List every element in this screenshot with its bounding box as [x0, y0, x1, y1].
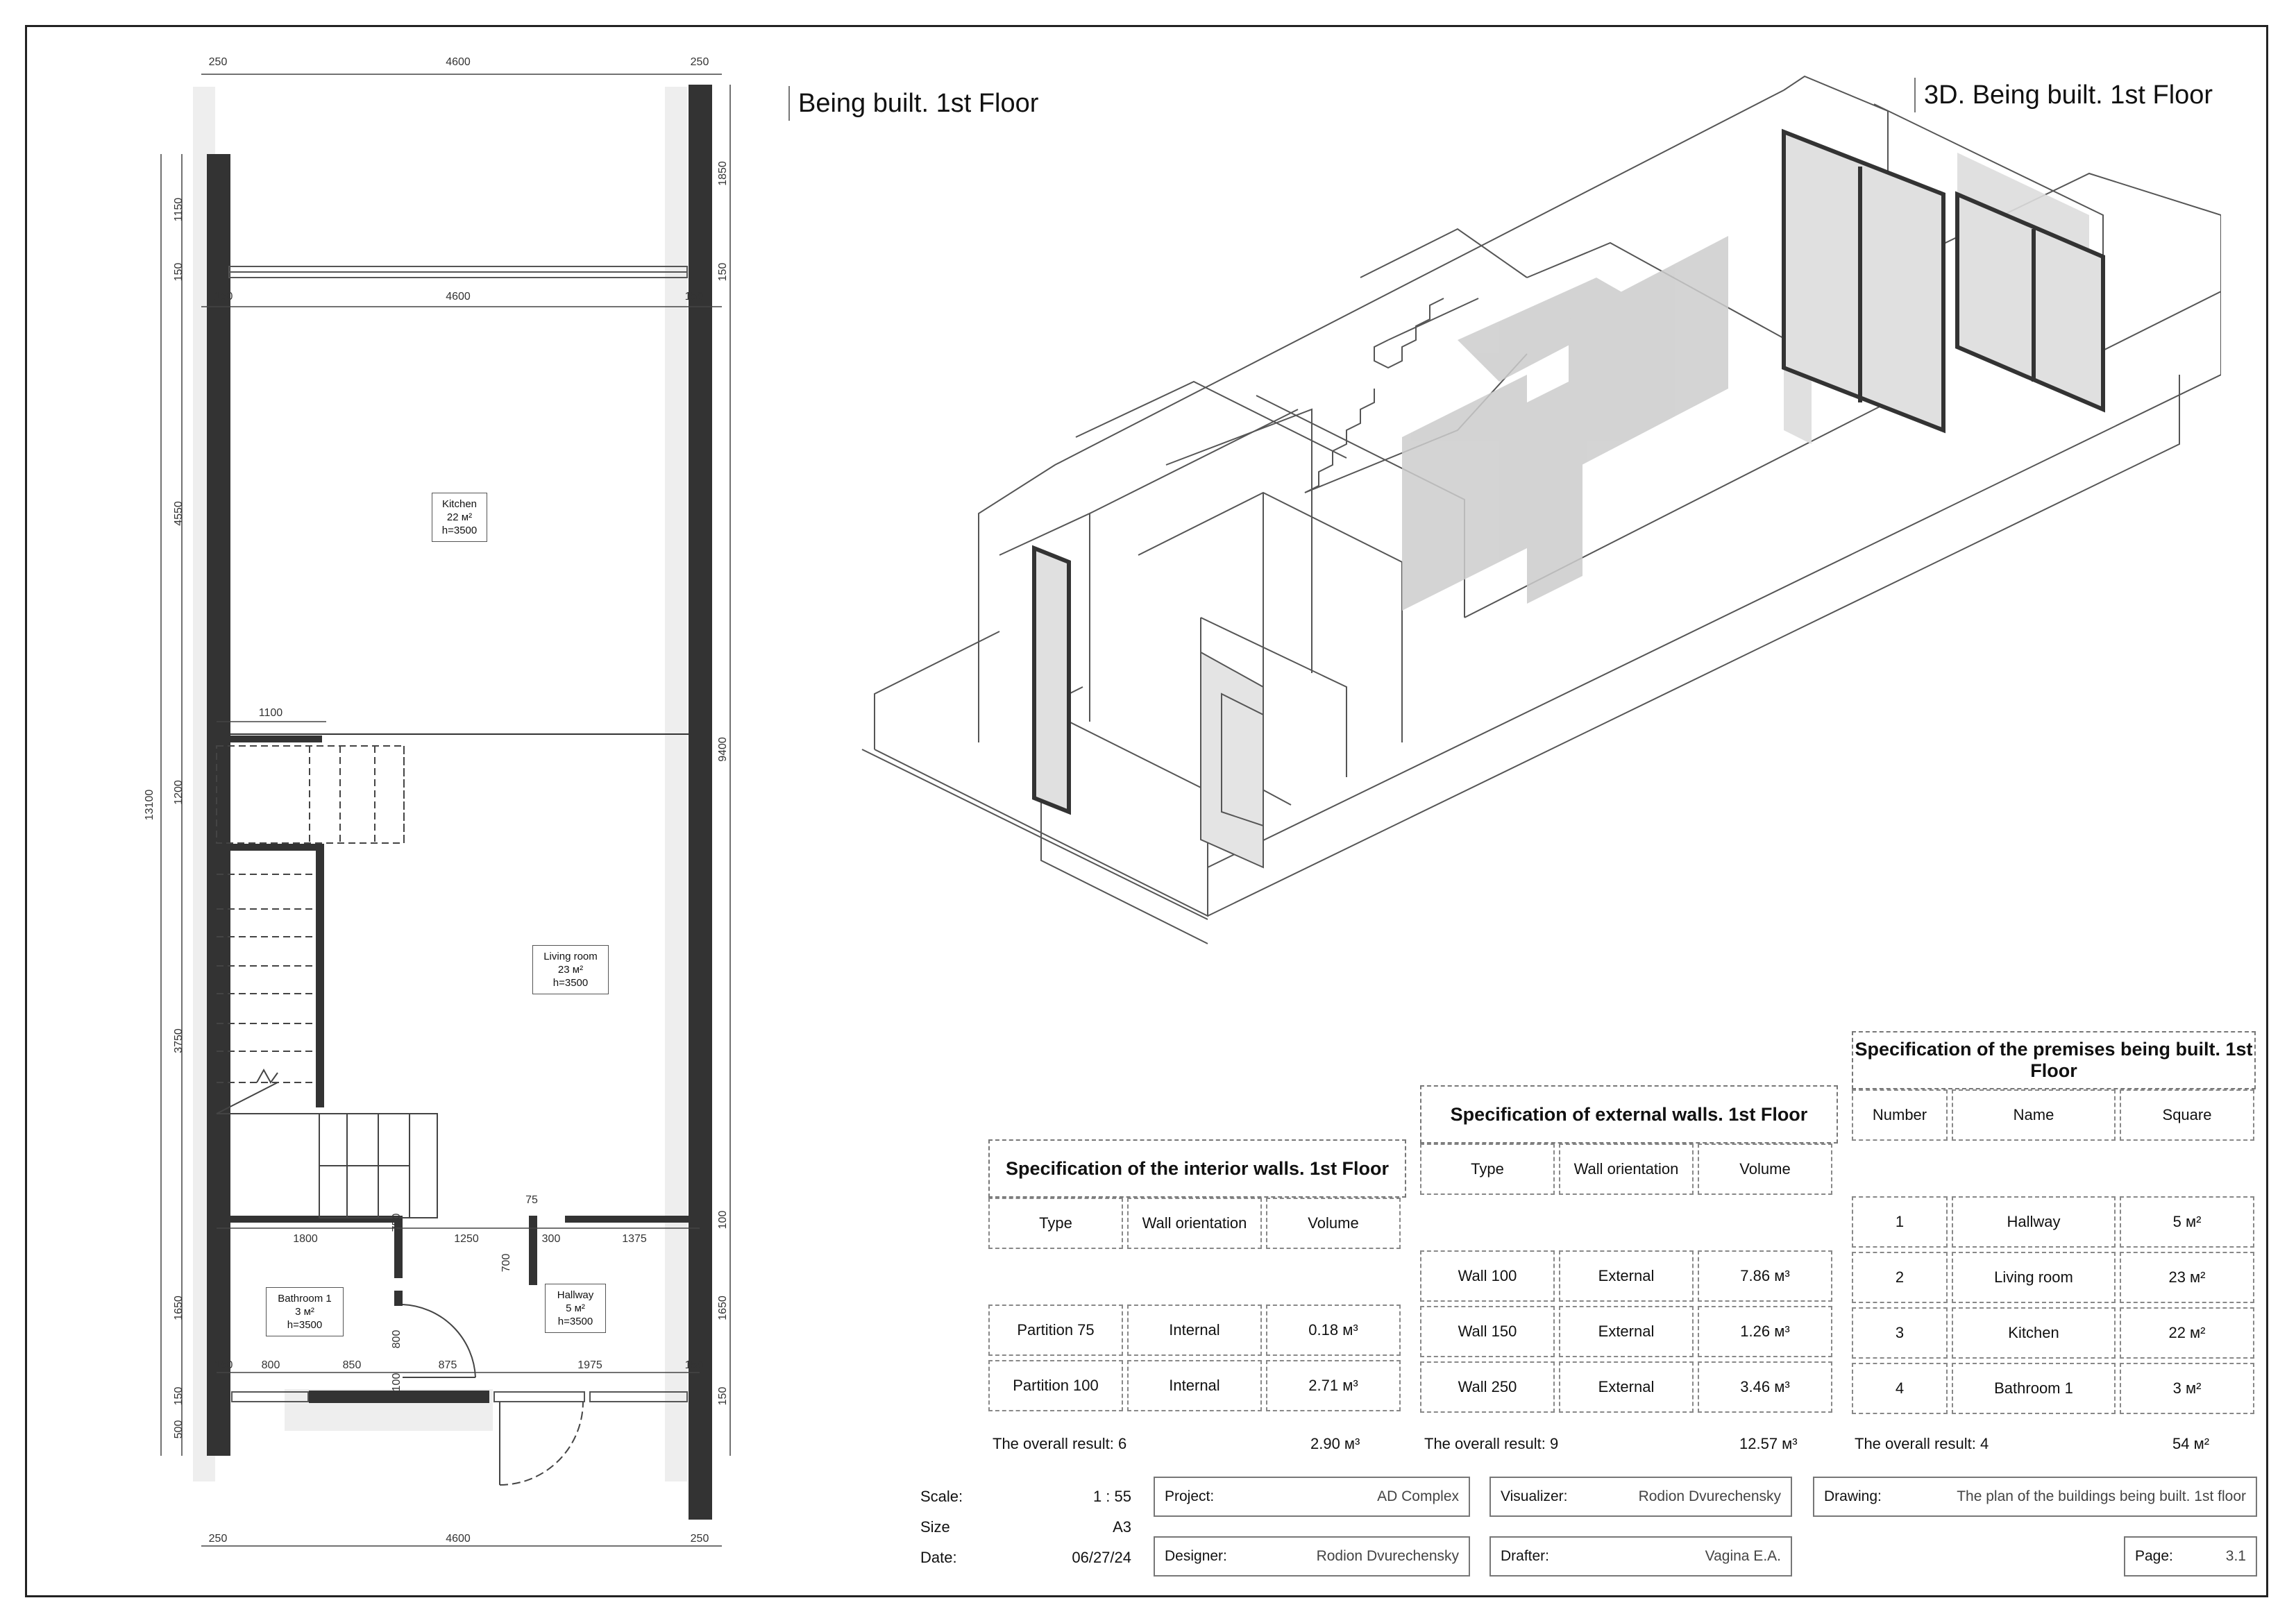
table-cell: External — [1559, 1250, 1694, 1302]
room-label-kitchen — [432, 493, 487, 542]
dim-bottom-1: 250 — [208, 1533, 228, 1545]
dim-door-1: 750 — [391, 1213, 403, 1232]
visualizer-label: Visualizer: — [1501, 1488, 1568, 1504]
project-value: AD Complex — [1377, 1488, 1459, 1504]
dim-mid-5: 1375 — [622, 1233, 647, 1245]
dim-left-4: 1200 — [173, 780, 185, 805]
table-cell: 7.86 м³ — [1698, 1250, 1832, 1302]
table-header-cell: Type — [1420, 1144, 1555, 1195]
room-area: 22 м² — [446, 511, 473, 523]
premises-total-value: 54 м² — [2172, 1435, 2210, 1452]
table-header-row — [988, 1198, 1401, 1249]
dim-bottom-row-2: 800 — [261, 1359, 280, 1371]
table-header-cell: Volume — [1266, 1198, 1401, 1249]
page-field — [2124, 1536, 2257, 1577]
dim-left-7: 150 — [173, 1386, 185, 1406]
dim-right-2: 150 — [717, 262, 729, 282]
dim-right-1: 1850 — [717, 161, 729, 186]
table-cell: Partition 100 — [988, 1360, 1123, 1411]
room-height: h=3500 — [557, 1316, 593, 1327]
table-cell: 3 — [1852, 1307, 1948, 1359]
dim-bottom-row-3: 850 — [342, 1359, 362, 1371]
table-row — [1420, 1250, 1832, 1302]
dim-top-1: 250 — [208, 56, 228, 68]
scale-label: Scale: — [920, 1488, 963, 1505]
table-header-cell: Number — [1852, 1089, 1948, 1141]
table-header-cell: Square — [2120, 1089, 2254, 1141]
table-row — [1420, 1361, 1832, 1413]
dim-door-4: 100 — [391, 1373, 403, 1392]
room-height: h=3500 — [441, 525, 478, 536]
dim-right-6: 150 — [717, 1386, 729, 1406]
room-height: h=3500 — [287, 1319, 323, 1331]
table-row — [1852, 1363, 2254, 1414]
dim-right-3: 9400 — [717, 737, 729, 762]
table-cell: 3 м² — [2120, 1363, 2254, 1414]
external-walls-title: Specification of external walls. 1st Floor — [1420, 1085, 1838, 1144]
designer-field — [1154, 1536, 1470, 1577]
table-cell: 2.71 м³ — [1266, 1360, 1401, 1411]
size-value: A3 — [1113, 1518, 1131, 1536]
drafter-value: Vagina E.A. — [1705, 1548, 1781, 1564]
external-walls-total-value: 12.57 м³ — [1739, 1435, 1798, 1452]
drawing-value: The plan of the buildings being built. 1st floor — [1957, 1488, 2246, 1504]
drawing-field — [1813, 1477, 2257, 1517]
table-cell: Wall 150 — [1420, 1306, 1555, 1357]
dim-left-2: 150 — [173, 262, 185, 282]
table-cell: Wall 100 — [1420, 1250, 1555, 1302]
dim-bottom-3: 250 — [690, 1533, 709, 1545]
dim-bottom-row-6: 150 — [684, 1359, 704, 1371]
external-walls-table — [1416, 1139, 1837, 1417]
room-label-bathroom-1 — [266, 1287, 344, 1336]
room-name: Kitchen — [441, 498, 478, 510]
dim-left-1: 1150 — [173, 197, 185, 222]
page-value: 3.1 — [2225, 1548, 2246, 1564]
external-walls-total-label: The overall result: 9 — [1424, 1435, 1559, 1452]
table-cell: 1 — [1852, 1196, 1948, 1248]
project-label: Project: — [1165, 1488, 1215, 1504]
drawing-label: Drawing: — [1824, 1488, 1882, 1504]
room-area: 5 м² — [566, 1302, 585, 1314]
dim-inner-top-1: 150 — [214, 291, 233, 303]
visualizer-value: Rodion Dvurechensky — [1638, 1488, 1781, 1504]
visualizer-field — [1489, 1477, 1792, 1517]
project-field — [1154, 1477, 1470, 1517]
dim-left-8: 500 — [173, 1420, 185, 1439]
table-cell: 4 — [1852, 1363, 1948, 1414]
table-header-cell: Wall orientation — [1127, 1198, 1262, 1249]
room-name: Hallway — [557, 1289, 594, 1301]
isometric-3d-view — [861, 49, 2221, 1089]
table-header-cell: Type — [988, 1198, 1123, 1249]
dim-right-4: 100 — [717, 1210, 729, 1230]
dim-inner-top-3: 150 — [684, 291, 704, 303]
floor-plan — [0, 0, 763, 1596]
room-name: Living room — [543, 951, 598, 962]
date-value: 06/27/24 — [1072, 1549, 1131, 1566]
table-header-cell: Wall orientation — [1559, 1144, 1694, 1195]
room-height: h=3500 — [552, 977, 589, 989]
room-name: Bathroom 1 — [278, 1293, 332, 1305]
table-cell: 5 м² — [2120, 1196, 2254, 1248]
room-label-living-room — [532, 945, 609, 994]
table-row — [988, 1305, 1401, 1356]
room-area: 23 м² — [557, 964, 584, 976]
room-area: 3 м² — [295, 1306, 314, 1318]
table-cell: Hallway — [1952, 1196, 2116, 1248]
drafter-label: Drafter: — [1501, 1548, 1550, 1564]
table-cell: Wall 250 — [1420, 1361, 1555, 1413]
dim-overall-left: 13100 — [144, 789, 155, 821]
table-cell: 0.18 м³ — [1266, 1305, 1401, 1356]
interior-walls-title: Specification of the interior walls. 1st Floor — [988, 1139, 1406, 1198]
dim-bottom-row-5: 1975 — [577, 1359, 602, 1371]
plan-title: Being built. 1st Floor — [788, 86, 1038, 121]
table-cell: Internal — [1127, 1360, 1262, 1411]
table-cell: 23 м² — [2120, 1252, 2254, 1303]
dim-bottom-row-1: 150 — [214, 1359, 233, 1371]
table-cell: External — [1559, 1306, 1694, 1357]
dim-mid-4: 300 — [541, 1233, 561, 1245]
size-label: Size — [920, 1518, 950, 1536]
table-row — [988, 1360, 1401, 1411]
dim-mid-1: 1800 — [293, 1233, 318, 1245]
dim-mid-3: 75 — [525, 1194, 538, 1206]
scale-value: 1 : 55 — [1092, 1488, 1131, 1505]
premises-total-label: The overall result: 4 — [1855, 1435, 1989, 1452]
dim-door-2: 700 — [500, 1253, 512, 1273]
table-cell: Partition 75 — [988, 1305, 1123, 1356]
interior-walls-total-value: 2.90 м³ — [1310, 1435, 1360, 1452]
table-cell: External — [1559, 1361, 1694, 1413]
table-cell: Living room — [1952, 1252, 2116, 1303]
room-label-hallway — [545, 1284, 606, 1333]
table-cell: Kitchen — [1952, 1307, 2116, 1359]
view3d-title: 3D. Being built. 1st Floor — [1914, 78, 2213, 112]
table-header-cell: Name — [1952, 1089, 2116, 1141]
page-label: Page: — [2135, 1548, 2173, 1564]
dim-top-3: 250 — [690, 56, 709, 68]
table-cell: Bathroom 1 — [1952, 1363, 2116, 1414]
dim-bottom-2: 4600 — [446, 1533, 471, 1545]
table-row — [1852, 1252, 2254, 1303]
table-cell: 3.46 м³ — [1698, 1361, 1832, 1413]
designer-label: Designer: — [1165, 1548, 1227, 1564]
table-header-cell: Volume — [1698, 1144, 1832, 1195]
date-label: Date: — [920, 1549, 957, 1566]
table-cell: 22 м² — [2120, 1307, 2254, 1359]
dim-left-5: 3750 — [173, 1028, 185, 1053]
dim-stairs: 1100 — [258, 707, 283, 719]
table-row — [1420, 1306, 1832, 1357]
dim-top-2: 4600 — [446, 56, 471, 68]
dim-mid-2: 1250 — [454, 1233, 479, 1245]
dim-left-6: 1650 — [173, 1295, 185, 1320]
interior-walls-table — [984, 1193, 1405, 1416]
table-cell: 2 — [1852, 1252, 1948, 1303]
designer-value: Rodion Dvurechensky — [1316, 1548, 1459, 1564]
table-row — [1852, 1307, 2254, 1359]
premises-table — [1848, 1085, 2259, 1418]
dim-right-5: 1650 — [717, 1295, 729, 1320]
interior-walls-total-label: The overall result: 6 — [993, 1435, 1127, 1452]
premises-title: Specification of the premises being built. 1st Floor — [1852, 1031, 2256, 1089]
dim-door-3: 800 — [391, 1329, 403, 1349]
table-header-row — [1420, 1144, 1832, 1195]
dim-inner-top-2: 4600 — [446, 291, 471, 303]
table-row — [1852, 1196, 2254, 1248]
table-cell: 1.26 м³ — [1698, 1306, 1832, 1357]
table-cell: Internal — [1127, 1305, 1262, 1356]
dim-left-3: 4550 — [173, 501, 185, 526]
dim-bottom-row-4: 875 — [438, 1359, 457, 1371]
drafter-field — [1489, 1536, 1792, 1577]
table-header-row — [1852, 1089, 2254, 1141]
